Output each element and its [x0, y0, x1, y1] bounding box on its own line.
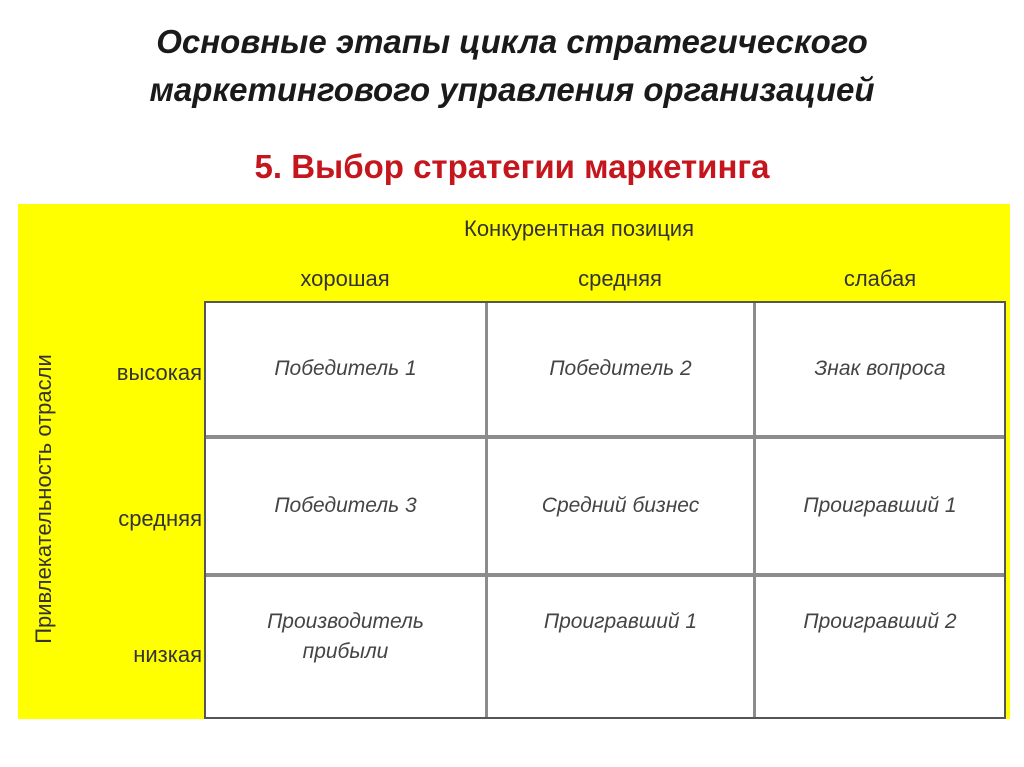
strategy-matrix-panel	[18, 204, 1010, 719]
row-header-medium: средняя	[118, 506, 202, 531]
title-line-2: маркетингового управления организацией	[149, 71, 875, 108]
matrix-cell: Проигравший 2	[803, 610, 957, 633]
page-title	[0, 18, 1024, 114]
column-axis-title: Конкурентная позиция	[464, 216, 695, 241]
matrix-cell: Проигравший 1	[488, 577, 756, 717]
row-header-low: низкая	[133, 642, 202, 667]
matrix-cell: Производитель прибыли	[206, 577, 488, 717]
matrix-cell: Средний бизнес	[488, 439, 756, 577]
matrix-cell: Знак вопроса	[756, 303, 1004, 439]
matrix-cell: Победитель 3	[206, 439, 488, 577]
column-header-good: хорошая	[300, 266, 390, 291]
column-header-medium: средняя	[578, 266, 662, 291]
row-header-high: высокая	[116, 360, 202, 385]
row-axis-title: Привлекательность отрасли	[31, 354, 56, 644]
matrix-grid	[204, 301, 1006, 719]
matrix-cell: Проигравший 1	[756, 439, 1004, 577]
title-line-1: Основные этапы цикла стратегического	[156, 23, 868, 60]
column-header-weak: слабая	[843, 266, 917, 291]
matrix-cell: Победитель 1	[206, 303, 488, 439]
section-subtitle: 5. Выбор стратегии маркетинга	[254, 148, 770, 185]
matrix-cell: Победитель 2	[488, 303, 756, 439]
